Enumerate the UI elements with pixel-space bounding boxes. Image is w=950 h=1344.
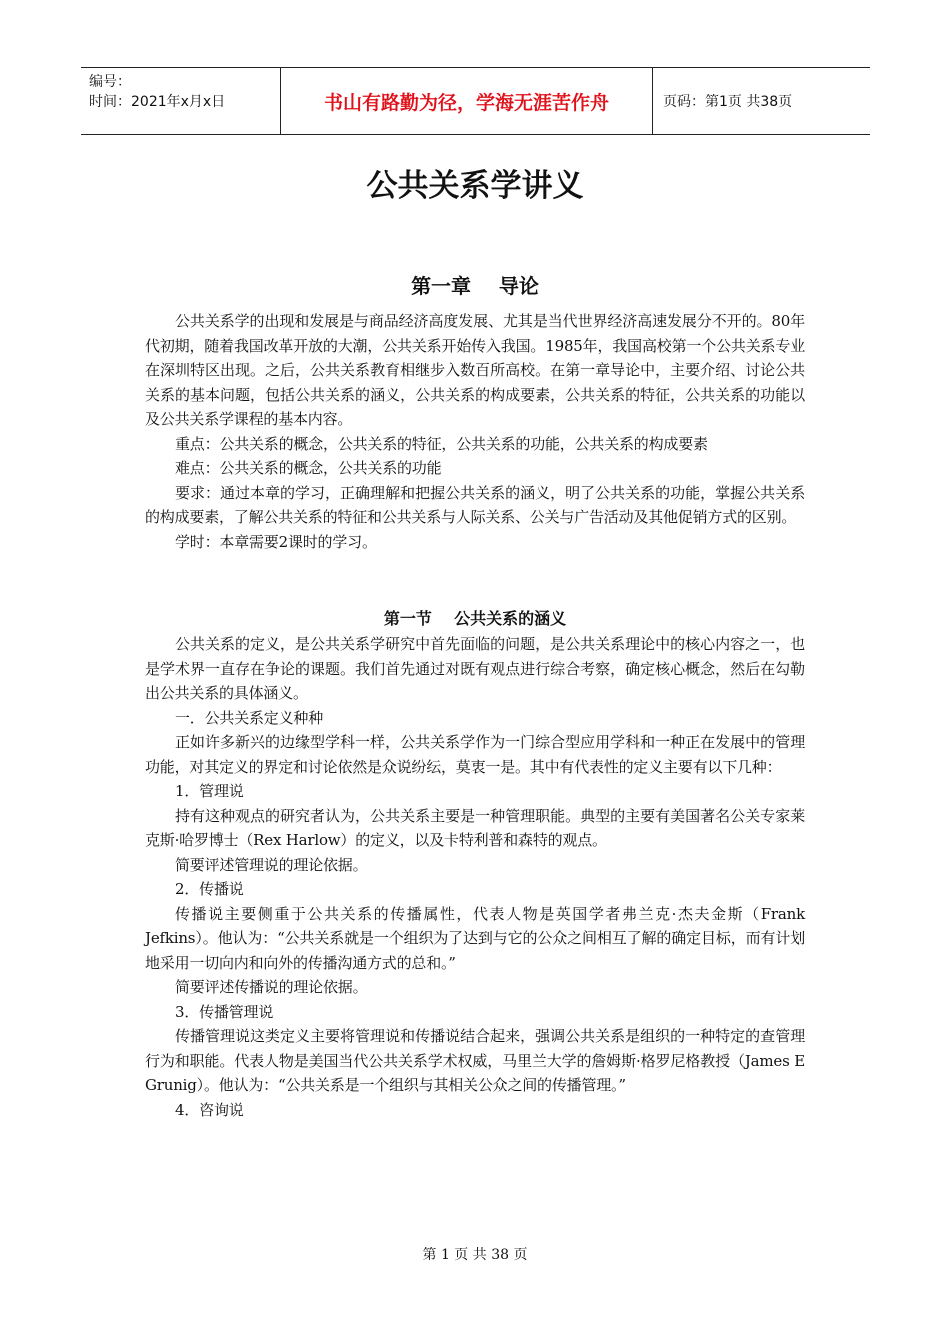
slogan-cell — [281, 68, 653, 134]
paragraph-hours: 学时：本章需要2课时的学习。 — [175, 532, 377, 551]
list-heading: 2．传播说 — [175, 880, 244, 898]
page-code: 页码：第1页 共38页 — [663, 94, 793, 110]
time-label: 时间：2021年x月x日 — [89, 94, 226, 110]
list-heading: 3．传播管理说 — [175, 1002, 274, 1021]
paragraph-requirements: 要求：通过本章的学习，正确理解和把握公共关系的涵义，明了公共关系的功能，掌握公共关系的构成要素，了解公共关系的特征和公共关系与人际关系、公关与广告活动及其他促销方式的区别。 — [145, 483, 805, 526]
list-heading: 4．咨询说 — [175, 1100, 244, 1119]
document-title: 公共关系学讲义 — [366, 168, 584, 204]
header-table — [81, 67, 870, 135]
number-label: 编号： — [89, 74, 131, 90]
paragraph: 简要评述传播说的理论依据。 — [175, 978, 368, 996]
chapter-intro — [145, 309, 805, 554]
list-heading: 1．管理说 — [175, 782, 244, 800]
slogan: 书山有路勤为径，学海无涯苦作舟 — [323, 91, 609, 114]
header-meta-cell — [81, 68, 281, 134]
subheading: 一．公共关系定义种种 — [175, 708, 324, 727]
paragraph: 传播管理说这类定义主要将管理说和传播说结合起来，强调公共关系是组织的一种特定的查管理行为和职能。代表人物是美国当代公共关系学术权威，马里兰大学的詹姆斯·格罗尼格教授（James E Grunig）。他认为：“公共关系是一个组织与其相关公众之间的传播管理。” — [145, 1027, 805, 1094]
paragraph: 公共关系学的出现和发展是与商品经济高度发展、尤其是当代世界经济高速发展分不开的。80年代初期，随着我国改革开放的大潮，公共关系开始传入我国。1985年，我国高校第一个公共关系专业在深圳特区出现。之后，公共关系教育相继步入数百所高校。在第一章导论中，主要介绍、讨论公共关系的基本问题，包括公共关系的涵义，公共关系的构成要素，公共关系的特征，公共关系的功能以及公共关系学课程的基本内容。 — [145, 312, 805, 428]
section-body — [145, 632, 805, 1122]
chapter-title: 第一章 导论 — [411, 274, 539, 298]
paragraph: 正如许多新兴的边缘型学科一样，公共关系学作为一门综合型应用学科和一种正在发展中的管理功能，对其定义的界定和讨论依然是众说纷纭，莫衷一是。其中有代表性的定义主要有以下几种： — [145, 733, 805, 776]
paragraph: 公共关系的定义，是公共关系学研究中首先面临的问题，是公共关系理论中的核心内容之一，也是学术界一直存在争论的课题。我们首先通过对既有观点进行综合考察，确定核心概念，然后在勾勒出公共关系的具体涵义。 — [145, 635, 805, 702]
paragraph: 简要评述管理说的理论依据。 — [175, 855, 368, 874]
paragraph: 持有这种观点的研究者认为，公共关系主要是一种管理职能。典型的主要有美国著名公关专家莱克斯·哈罗博士（Rex Harlow）的定义，以及卡特利普和森特的观点。 — [145, 806, 805, 849]
paragraph-key-points: 重点：公共关系的概念，公共关系的特征，公共关系的功能，公共关系的构成要素 — [175, 434, 708, 453]
paragraph-difficulties: 难点：公共关系的概念，公共关系的功能 — [175, 459, 442, 477]
section-title: 第一节 公共关系的涵义 — [383, 609, 567, 628]
page-code-cell — [653, 68, 870, 134]
page-footer: 第 1 页 共 38 页 — [422, 1247, 528, 1263]
paragraph: 传播说主要侧重于公共关系的传播属性，代表人物是英国学者弗兰克·杰夫金斯（Frank Jefkins）。他认为：“公共关系就是一个组织为了达到与它的公众之间相互了解的确定目标，而有计划地采用一切向内和向外的传播沟通方式的总和。” — [145, 904, 805, 972]
